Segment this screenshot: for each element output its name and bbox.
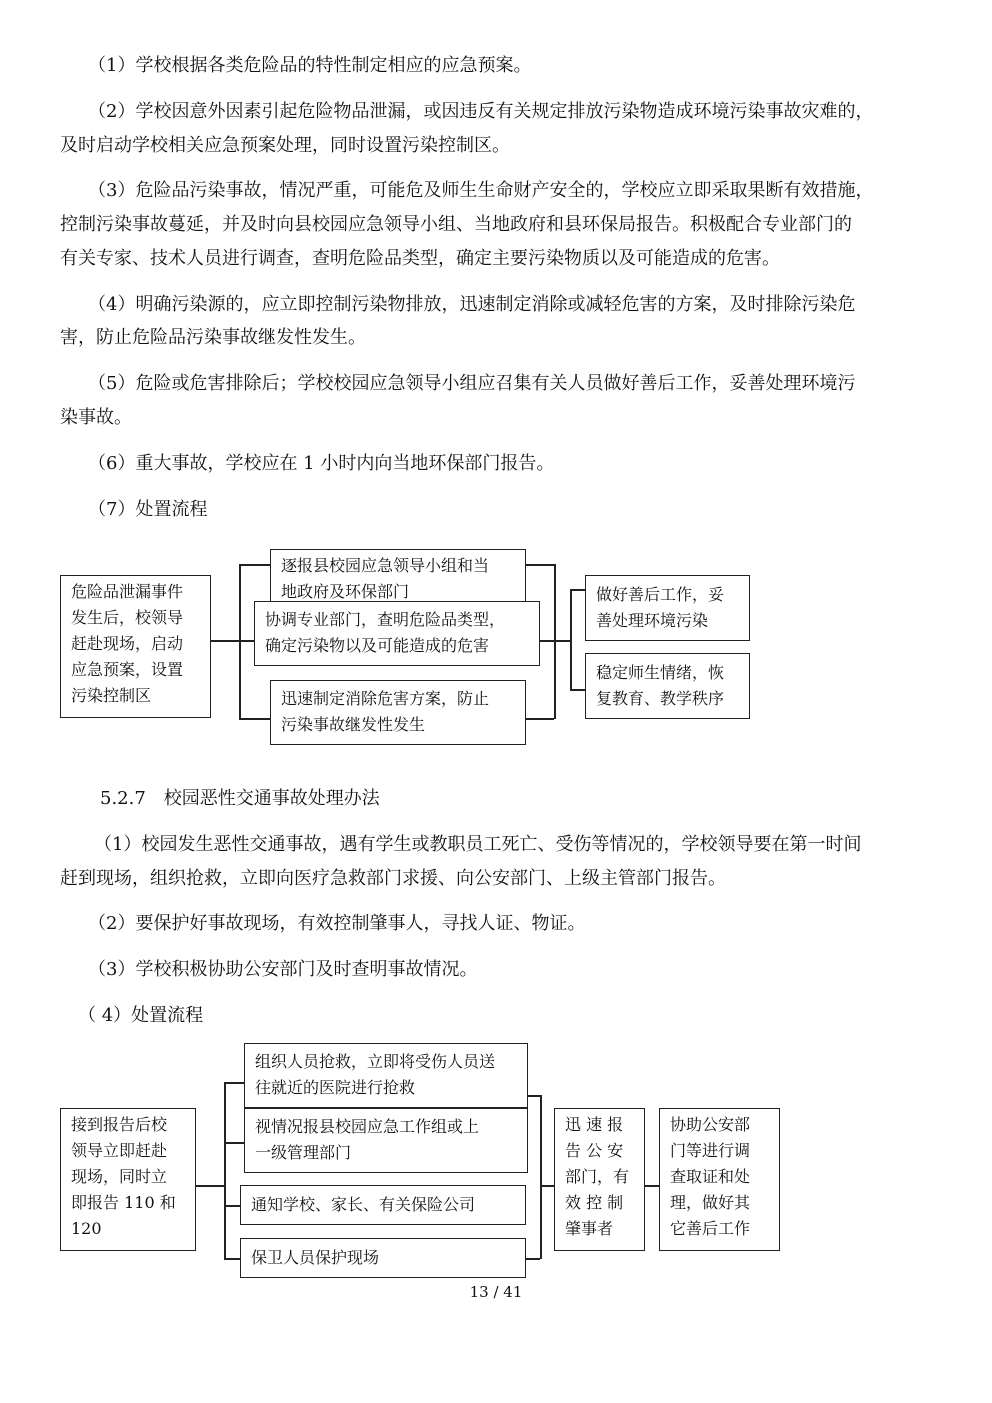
connector [526,1258,540,1260]
flow2-police-box: 迅 速 报 告 公 安 部门，有 效 控 制 肇事者 [554,1108,645,1251]
flow1-stabilize-box: 稳定师生情绪，恢 复教育、教学秩序 [585,653,750,719]
paragraph-line: （4）明确污染源的，应立即控制污染物排放，迅速制定消除或减轻危害的方案，及时排除污染危 [88,294,856,315]
connector [540,1185,554,1187]
connector [526,718,554,720]
connector [554,640,570,642]
paragraph-line: （3）学校积极协助公安部门及时查明事故情况。 [88,959,478,980]
paragraph-line: （1）校园发生恶性交通事故，遇有学生或教职员工死亡、受伤等情况的，学校领导要在第一时间 [94,834,862,855]
flow1-coordinate-box: 协调专业部门，查明危险品类型， 确定污染物以及可能造成的危害 [254,601,540,666]
flow2-assist-box: 协助公安部 门等进行调 查取证和处 理，做好其 它善后工作 [659,1108,780,1251]
paragraph-line: 赶到现场，组织抢救，立即向医疗急救部门求援、向公安部门、上级主管部门报告。 [60,868,726,889]
connector [540,640,554,642]
connector [224,1082,226,1258]
paragraph-line: （1）学校根据各类危险品的特性制定相应的应急预案。 [88,55,532,76]
connector [239,718,270,720]
connector [570,689,585,691]
paragraph-line: （6）重大事故，学校应在 1 小时内向当地环保部门报告。 [88,453,555,474]
flow2-report-upper-box: 视情况报县校园应急工作组或上 一级管理部门 [244,1108,528,1173]
paragraph-line: 控制污染事故蔓延，并及时向县校园应急领导小组、当地政府和县环保局报告。积极配合专业部门的 [60,214,852,235]
connector [554,564,556,719]
paragraph-line: （2）学校因意外因素引起危险物品泄漏，或因违反有关规定排放污染物造成环境污染事故灾难的， [88,101,874,122]
flow1-plan-box: 迅速制定消除危害方案，防止 污染事故继发性发生 [270,680,526,745]
flow1-aftermath-box: 做好善后工作，妥 善处理环境污染 [585,575,750,641]
section-heading: 5.2.7 校园恶性交通事故处理办法 [100,788,380,809]
paragraph-line: （5）危险或危害排除后；学校校园应急领导小组应召集有关人员做好善后工作，妥善处理环境污 [88,373,856,394]
page-number: 13 / 41 [469,1283,523,1301]
flow1-report-box: 逐报县校园应急领导小组和当 地政府及环保部门 [270,549,526,603]
paragraph-line: 及时启动学校相关应急预案处理，同时设置污染控制区。 [60,135,510,156]
connector [224,1142,244,1144]
connector [224,1205,240,1207]
paragraph-line: （3）危险品污染事故，情况严重，可能危及师生生命财产安全的，学校应立即采取果断有效措施， [88,180,874,201]
paragraph-line: （2）要保护好事故现场，有效控制肇事人，寻找人证、物证。 [88,913,586,934]
paragraph-line: 染事故。 [60,407,132,428]
flow2-guard-box: 保卫人员保护现场 [240,1238,526,1278]
connector [645,1185,659,1187]
connector [239,564,241,719]
flow2-rescue-box: 组织人员抢救，立即将受伤人员送 往就近的医院进行抢救 [244,1043,528,1108]
flow1-start-box: 危险品泄漏事件 发生后，校领导 赶赴现场，启动 应急预案，设置 污染控制区 [60,575,211,718]
connector [540,1095,542,1259]
connector [526,564,554,566]
paragraph-line: （7）处置流程 [88,499,208,520]
paragraph-line: （ 4）处置流程 [78,1005,204,1026]
connector [570,589,585,591]
flow2-notify-box: 通知学校、家长、有关保险公司 [240,1185,526,1225]
connector [239,640,254,642]
paragraph-line: 有关专家、技术人员进行调查，查明危险品类型，确定主要污染物质以及可能造成的危害。 [60,248,780,269]
flow2-start-box: 接到报告后校 领导立即赶赴 现场，同时立 即报告 110 和 120 [60,1108,196,1251]
connector [211,640,239,642]
connector [570,589,572,690]
connector [528,1095,540,1097]
connector [196,1185,224,1187]
paragraph-line: 害，防止危险品污染事故继发性发生。 [60,327,366,348]
connector [224,1258,240,1260]
connector [224,1082,244,1084]
connector [239,564,270,566]
